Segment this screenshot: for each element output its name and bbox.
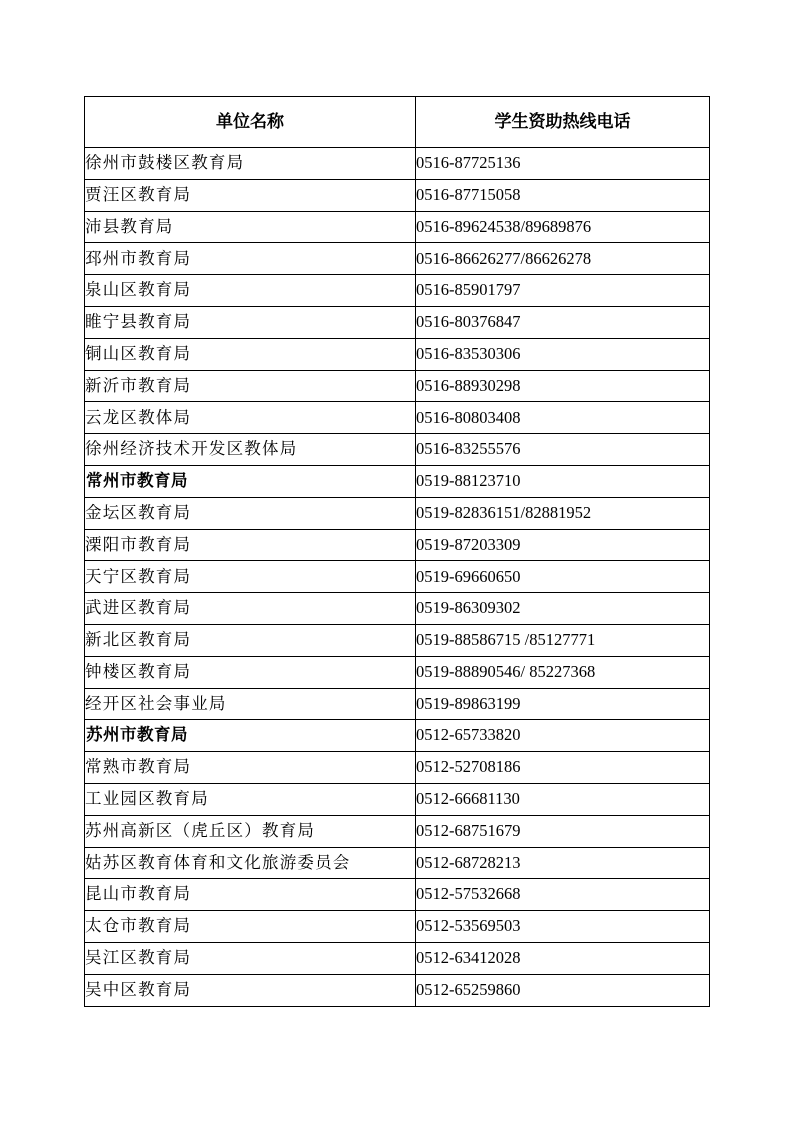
phone-cell: 0519-69660650 (416, 561, 710, 593)
table-header (85, 97, 710, 148)
phone-cell: 0512-52708186 (416, 752, 710, 784)
table-row (85, 783, 710, 815)
unit-name-cell: 贾汪区教育局 (85, 179, 416, 211)
hotline-phone-header: 学生资助热线电话 (416, 97, 710, 148)
table-row (85, 847, 710, 879)
table-row (85, 942, 710, 974)
table-row (85, 974, 710, 1006)
city-bureau-name: 常州市教育局 (85, 465, 416, 497)
unit-name-cell: 邳州市教育局 (85, 243, 416, 275)
phone-cell: 0516-83530306 (416, 338, 710, 370)
unit-name-cell: 云龙区教体局 (85, 402, 416, 434)
table-row (85, 338, 710, 370)
table-row (85, 497, 710, 529)
table-row (85, 720, 710, 752)
unit-name-cell: 金坛区教育局 (85, 497, 416, 529)
table-row (85, 275, 710, 307)
unit-name-cell: 天宁区教育局 (85, 561, 416, 593)
table-row (85, 656, 710, 688)
hotline-document (84, 96, 709, 1007)
table-row (85, 911, 710, 943)
hotline-table (84, 96, 710, 1007)
phone-cell: 0516-87725136 (416, 148, 710, 180)
unit-name-cell: 溧阳市教育局 (85, 529, 416, 561)
unit-name-cell: 吴江区教育局 (85, 942, 416, 974)
phone-cell: 0516-80376847 (416, 306, 710, 338)
unit-name-cell: 徐州经济技术开发区教体局 (85, 434, 416, 466)
phone-cell: 0519-87203309 (416, 529, 710, 561)
table-row (85, 593, 710, 625)
table-row (85, 434, 710, 466)
unit-name-cell: 睢宁县教育局 (85, 306, 416, 338)
table-row (85, 370, 710, 402)
table-body (85, 148, 710, 1007)
unit-name-cell: 泉山区教育局 (85, 275, 416, 307)
table-row (85, 752, 710, 784)
table-row (85, 879, 710, 911)
unit-name-header: 单位名称 (85, 97, 416, 148)
phone-cell: 0516-85901797 (416, 275, 710, 307)
table-row (85, 211, 710, 243)
unit-name-cell: 苏州高新区（虎丘区）教育局 (85, 815, 416, 847)
unit-name-cell: 新北区教育局 (85, 624, 416, 656)
phone-cell: 0519-82836151/82881952 (416, 497, 710, 529)
unit-name-cell: 铜山区教育局 (85, 338, 416, 370)
table-row (85, 815, 710, 847)
unit-name-cell: 沛县教育局 (85, 211, 416, 243)
phone-cell: 0516-80803408 (416, 402, 710, 434)
table-row (85, 243, 710, 275)
phone-cell: 0519-86309302 (416, 593, 710, 625)
unit-name-cell: 武进区教育局 (85, 593, 416, 625)
table-row (85, 148, 710, 180)
phone-cell: 0516-88930298 (416, 370, 710, 402)
unit-name-cell: 新沂市教育局 (85, 370, 416, 402)
phone-cell: 0512-68751679 (416, 815, 710, 847)
phone-cell: 0519-88586715 /85127771 (416, 624, 710, 656)
unit-name-cell: 姑苏区教育体育和文化旅游委员会 (85, 847, 416, 879)
table-row (85, 306, 710, 338)
phone-cell: 0519-89863199 (416, 688, 710, 720)
unit-name-cell: 吴中区教育局 (85, 974, 416, 1006)
unit-name-cell: 工业园区教育局 (85, 783, 416, 815)
table-row (85, 688, 710, 720)
unit-name-cell: 经开区社会事业局 (85, 688, 416, 720)
table-row (85, 179, 710, 211)
unit-name-cell: 钟楼区教育局 (85, 656, 416, 688)
unit-name-cell: 常熟市教育局 (85, 752, 416, 784)
phone-cell: 0512-53569503 (416, 911, 710, 943)
city-bureau-name: 苏州市教育局 (85, 720, 416, 752)
phone-cell: 0516-87715058 (416, 179, 710, 211)
table-row (85, 561, 710, 593)
phone-cell: 0516-83255576 (416, 434, 710, 466)
phone-cell: 0512-57532668 (416, 879, 710, 911)
phone-cell: 0516-86626277/86626278 (416, 243, 710, 275)
unit-name-cell: 昆山市教育局 (85, 879, 416, 911)
phone-cell: 0516-89624538/89689876 (416, 211, 710, 243)
unit-name-cell: 太仓市教育局 (85, 911, 416, 943)
phone-cell: 0512-65259860 (416, 974, 710, 1006)
table-row (85, 465, 710, 497)
header-row (85, 97, 710, 148)
phone-cell: 0519-88123710 (416, 465, 710, 497)
table-row (85, 402, 710, 434)
phone-cell: 0512-68728213 (416, 847, 710, 879)
table-row (85, 624, 710, 656)
phone-cell: 0512-65733820 (416, 720, 710, 752)
phone-cell: 0512-63412028 (416, 942, 710, 974)
phone-cell: 0512-66681130 (416, 783, 710, 815)
table-row (85, 529, 710, 561)
phone-cell: 0519-88890546/ 85227368 (416, 656, 710, 688)
unit-name-cell: 徐州市鼓楼区教育局 (85, 148, 416, 180)
